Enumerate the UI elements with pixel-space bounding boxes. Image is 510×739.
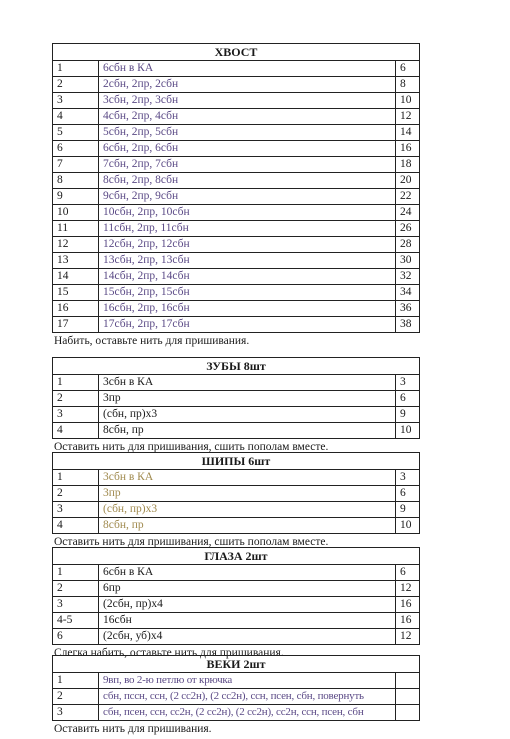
- row-number: 2: [53, 77, 99, 93]
- row-number: 9: [53, 189, 99, 205]
- row-instruction: 6пр: [99, 581, 396, 597]
- row-number: 3: [53, 93, 99, 109]
- row-number: 5: [53, 125, 99, 141]
- table-row: [53, 221, 420, 237]
- stitch-count: 10: [395, 518, 419, 534]
- table-row: [53, 141, 420, 157]
- table-row: [53, 375, 420, 391]
- stitch-count: 8: [395, 77, 419, 93]
- table-row: [53, 597, 420, 613]
- row-number: 3: [53, 502, 99, 518]
- row-instruction: 2сбн, 2пр, 2сбн: [99, 77, 396, 93]
- section-teeth: [52, 357, 420, 454]
- stitch-count: 26: [395, 221, 419, 237]
- stitch-count: 36: [395, 301, 419, 317]
- row-instruction: 9вп, во 2-ю петлю от крючка: [99, 673, 396, 689]
- table-row: [53, 237, 420, 253]
- row-instruction: 10сбн, 2пр, 10сбн: [99, 205, 396, 221]
- section-eyelids: [52, 655, 420, 736]
- section-title: ВЕКИ 2шт: [53, 656, 420, 673]
- section-note: Набить, оставьте нить для пришивания.: [54, 335, 250, 347]
- section-title: ШИПЫ 6шт: [53, 453, 420, 470]
- stitch-count: 22: [395, 189, 419, 205]
- section-title: ХВОСТ: [53, 44, 420, 61]
- row-number: 4: [53, 423, 99, 439]
- row-instruction: (2сбн, уб)х4: [99, 629, 396, 645]
- teeth-pattern-table: [52, 357, 420, 439]
- stitch-count: 9: [395, 502, 419, 518]
- spikes-pattern-table: [52, 452, 420, 534]
- table-row: [53, 317, 420, 333]
- table-row: [53, 301, 420, 317]
- row-number: 2: [53, 689, 99, 705]
- row-instruction: 8сбн, пр: [99, 423, 396, 439]
- table-row: [53, 673, 420, 689]
- row-number: 11: [53, 221, 99, 237]
- row-number: 1: [53, 61, 99, 77]
- stitch-count: 10: [395, 93, 419, 109]
- table-row: [53, 77, 420, 93]
- row-instruction: (сбн, пр)х3: [99, 407, 396, 423]
- row-instruction: 14сбн, 2пр, 14сбн: [99, 269, 396, 285]
- row-number: 16: [53, 301, 99, 317]
- row-instruction: 3пр: [99, 391, 396, 407]
- row-number: 1: [53, 565, 99, 581]
- stitch-count: 18: [395, 157, 419, 173]
- stitch-count: 6: [395, 61, 419, 77]
- stitch-count: 38: [395, 317, 419, 333]
- row-instruction: 8сбн, пр: [99, 518, 396, 534]
- stitch-count: 10: [395, 423, 419, 439]
- stitch-count: 6: [395, 486, 419, 502]
- stitch-count: 16: [395, 613, 419, 629]
- row-instruction: 3сбн в КА: [99, 375, 396, 391]
- row-number: 3: [53, 407, 99, 423]
- row-number: 4: [53, 109, 99, 125]
- row-instruction: (сбн, пр)х3: [99, 502, 396, 518]
- section-tail: [52, 43, 420, 348]
- row-instruction: 4сбн, 2пр, 4сбн: [99, 109, 396, 125]
- row-instruction: 7сбн, 2пр, 7сбн: [99, 157, 396, 173]
- row-number: 10: [53, 205, 99, 221]
- row-instruction: 6сбн в КА: [99, 565, 396, 581]
- stitch-count: 12: [395, 581, 419, 597]
- row-instruction: 3сбн в КА: [99, 470, 396, 486]
- row-number: 1: [53, 470, 99, 486]
- row-number: 4: [53, 518, 99, 534]
- row-number: 15: [53, 285, 99, 301]
- table-row: [53, 629, 420, 645]
- row-number: 14: [53, 269, 99, 285]
- section-note: Оставить нить для пришивания, сшить пополам вместе.: [54, 441, 329, 453]
- tail-pattern-table: [52, 43, 420, 333]
- table-row: [53, 109, 420, 125]
- stitch-count: 9: [395, 407, 419, 423]
- table-row: [53, 269, 420, 285]
- stitch-count: 30: [395, 253, 419, 269]
- stitch-count: 32: [395, 269, 419, 285]
- row-number: 3: [53, 705, 99, 721]
- stitch-count: 12: [395, 109, 419, 125]
- row-instruction: 16сбн, 2пр, 16сбн: [99, 301, 396, 317]
- stitch-count: [395, 705, 419, 721]
- row-number: 1: [53, 673, 99, 689]
- table-row: [53, 285, 420, 301]
- table-row: [53, 705, 420, 721]
- table-row: [53, 565, 420, 581]
- table-row: [53, 423, 420, 439]
- section-title: ГЛАЗА 2шт: [53, 548, 420, 565]
- table-row: [53, 502, 420, 518]
- row-instruction: (2сбн, пр)х4: [99, 597, 396, 613]
- table-row: [53, 125, 420, 141]
- row-number: 2: [53, 486, 99, 502]
- row-instruction: 5сбн, 2пр, 5сбн: [99, 125, 396, 141]
- table-row: [53, 613, 420, 629]
- stitch-count: 12: [395, 629, 419, 645]
- table-row: [53, 189, 420, 205]
- stitch-count: 20: [395, 173, 419, 189]
- row-number: 13: [53, 253, 99, 269]
- stitch-count: 6: [395, 391, 419, 407]
- eyelids-pattern-table: [52, 655, 420, 721]
- table-row: [53, 407, 420, 423]
- table-row: [53, 61, 420, 77]
- stitch-count: 16: [395, 141, 419, 157]
- stitch-count: [395, 689, 419, 705]
- stitch-count: 14: [395, 125, 419, 141]
- section-title: ЗУБЫ 8шт: [53, 358, 420, 375]
- row-instruction: 12сбн, 2пр, 12сбн: [99, 237, 396, 253]
- section-spikes: [52, 452, 420, 549]
- table-row: [53, 486, 420, 502]
- row-number: 8: [53, 173, 99, 189]
- row-instruction: 15сбн, 2пр, 15сбн: [99, 285, 396, 301]
- row-number: 6: [53, 141, 99, 157]
- stitch-count: [395, 673, 419, 689]
- table-row: [53, 93, 420, 109]
- row-instruction: 3пр: [99, 486, 396, 502]
- table-row: [53, 253, 420, 269]
- eyes-pattern-table: [52, 547, 420, 645]
- row-instruction: 13сбн, 2пр, 13сбн: [99, 253, 396, 269]
- row-instruction: 6сбн, 2пр, 6сбн: [99, 141, 396, 157]
- section-note: Оставить нить для пришивания.: [54, 723, 212, 735]
- stitch-count: 6: [395, 565, 419, 581]
- row-number: 2: [53, 581, 99, 597]
- stitch-count: 24: [395, 205, 419, 221]
- row-instruction: 17сбн, 2пр, 17сбн: [99, 317, 396, 333]
- row-instruction: сбн, пссн, ссн, (2 сс2н), (2 сс2н), ссн, псен, сбн, повернуть: [99, 689, 396, 705]
- row-instruction: 16сбн: [99, 613, 396, 629]
- row-instruction: сбн, псен, ссн, сс2н, (2 сс2н), (2 сс2н), сс2н, ссн, псен, сбн: [99, 705, 396, 721]
- row-instruction: 11сбн, 2пр, 11сбн: [99, 221, 396, 237]
- section-note: Слегка набить, оставьте нить для пришивания.: [54, 647, 284, 659]
- row-instruction: 6сбн в КА: [99, 61, 396, 77]
- row-number: 3: [53, 597, 99, 613]
- row-instruction: 8сбн, 2пр, 8сбн: [99, 173, 396, 189]
- stitch-count: 3: [395, 470, 419, 486]
- table-row: [53, 157, 420, 173]
- table-row: [53, 518, 420, 534]
- row-number: 4-5: [53, 613, 99, 629]
- row-number: 1: [53, 375, 99, 391]
- row-number: 2: [53, 391, 99, 407]
- row-instruction: 9сбн, 2пр, 9сбн: [99, 189, 396, 205]
- row-number: 12: [53, 237, 99, 253]
- stitch-count: 28: [395, 237, 419, 253]
- row-number: 17: [53, 317, 99, 333]
- table-row: [53, 205, 420, 221]
- stitch-count: 3: [395, 375, 419, 391]
- table-row: [53, 581, 420, 597]
- stitch-count: 16: [395, 597, 419, 613]
- row-number: 7: [53, 157, 99, 173]
- table-row: [53, 689, 420, 705]
- row-number: 6: [53, 629, 99, 645]
- table-row: [53, 173, 420, 189]
- section-eyes: [52, 547, 420, 660]
- row-instruction: 3сбн, 2пр, 3сбн: [99, 93, 396, 109]
- table-row: [53, 470, 420, 486]
- table-row: [53, 391, 420, 407]
- stitch-count: 34: [395, 285, 419, 301]
- section-note: Оставить нить для пришивания, сшить пополам вместе.: [54, 536, 329, 548]
